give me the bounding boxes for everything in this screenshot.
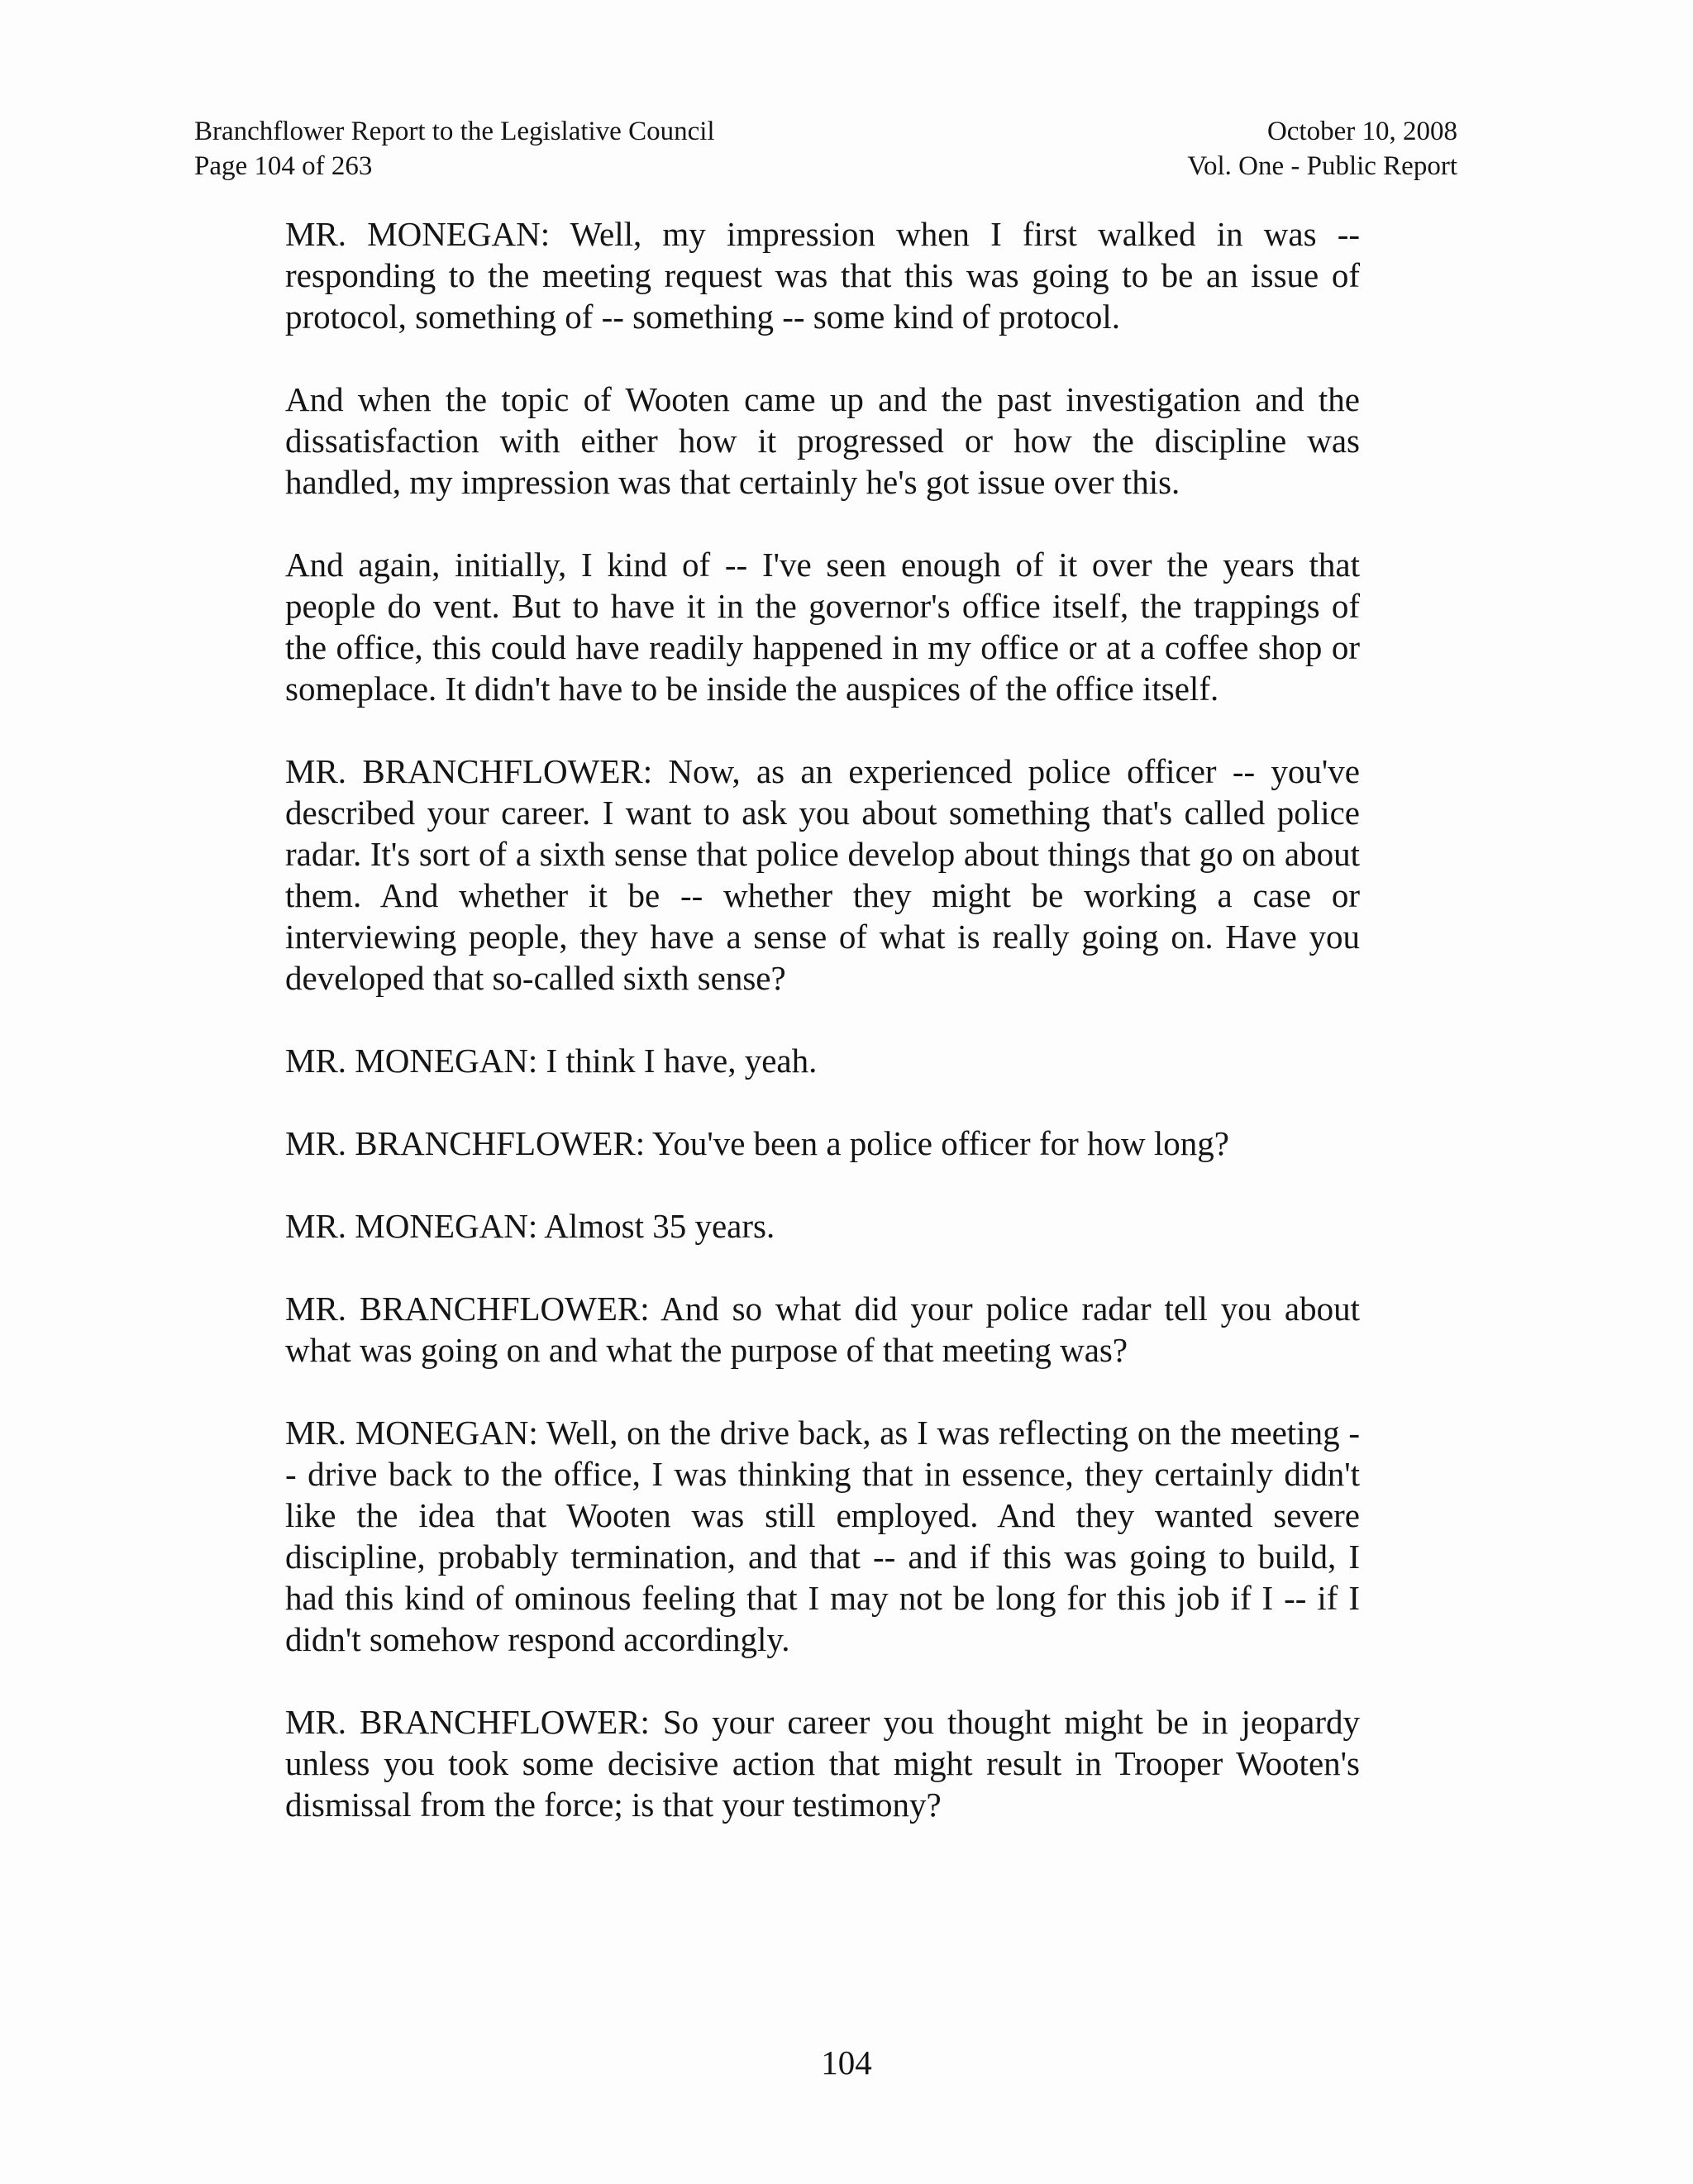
transcript-paragraph: MR. BRANCHFLOWER: Now, as an experienced police officer -- you've described your career. I want to ask you about something that's called police radar. It's sort of a sixth sense that police develop about things that go on about them. And whether it be -- whether they might be working a case or interviewing people, they have a sense of what is really going on. Have you developed that so-called sixth sense? xyxy=(285,752,1360,997)
transcript-paragraph: MR. BRANCHFLOWER: And so what did your police radar tell you about what was going on and what the purpose of that meeting was? xyxy=(285,1290,1360,1369)
header-left xyxy=(194,114,715,184)
transcript-body xyxy=(285,213,1360,1867)
transcript-paragraph: And again, initially, I kind of -- I've seen enough of it over the years that people do vent. But to have it in the governor's office itself, the trappings of the office, this could have readily happened in my office or at a coffee shop or someplace. It didn't have to be inside the auspices of the office itself. xyxy=(285,546,1360,708)
transcript-paragraph: MR. MONEGAN: I think I have, yeah. xyxy=(285,1042,818,1080)
page-footer xyxy=(0,2042,1693,2083)
transcript-paragraph: MR. MONEGAN: Almost 35 years. xyxy=(285,1207,775,1245)
page-count: Page 104 of 263 xyxy=(194,151,373,181)
header-right xyxy=(1187,114,1457,184)
transcript-paragraph: MR. MONEGAN: Well, on the drive back, as I was reflecting on the meeting -- drive back to the office, I was thinking that in essence, they certainly didn't like the idea that Wooten was still employed. And they wanted severe discipline, probably termination, and that -- and if this was going to build, I had this kind of ominous feeling that I may not be long for this job if I -- if I didn't somehow respond accordingly. xyxy=(285,1414,1360,1658)
transcript-paragraph: And when the topic of Wooten came up and the past investigation and the dissatisfaction with either how it progressed or how the discipline was handled, my impression was that certainly he's got issue over this. xyxy=(285,380,1360,501)
report-date: October 10, 2008 xyxy=(1266,117,1457,146)
report-volume: Vol. One - Public Report xyxy=(1187,151,1457,181)
transcript-paragraph: MR. BRANCHFLOWER: So your career you thought might be in jeopardy unless you took some decisive action that might result in Trooper Wooten's dismissal from the force; is that your testimony? xyxy=(285,1703,1360,1824)
transcript-paragraph: MR. BRANCHFLOWER: You've been a police officer for how long? xyxy=(285,1124,1229,1162)
page-number: 104 xyxy=(821,2043,872,2081)
transcript-paragraph: MR. MONEGAN: Well, my impression when I first walked in was -- responding to the meeting request was that this was going to be an issue of protocol, something of -- something -- some kind of protocol. xyxy=(285,215,1360,336)
report-title: Branchflower Report to the Legislative Council xyxy=(194,117,715,146)
